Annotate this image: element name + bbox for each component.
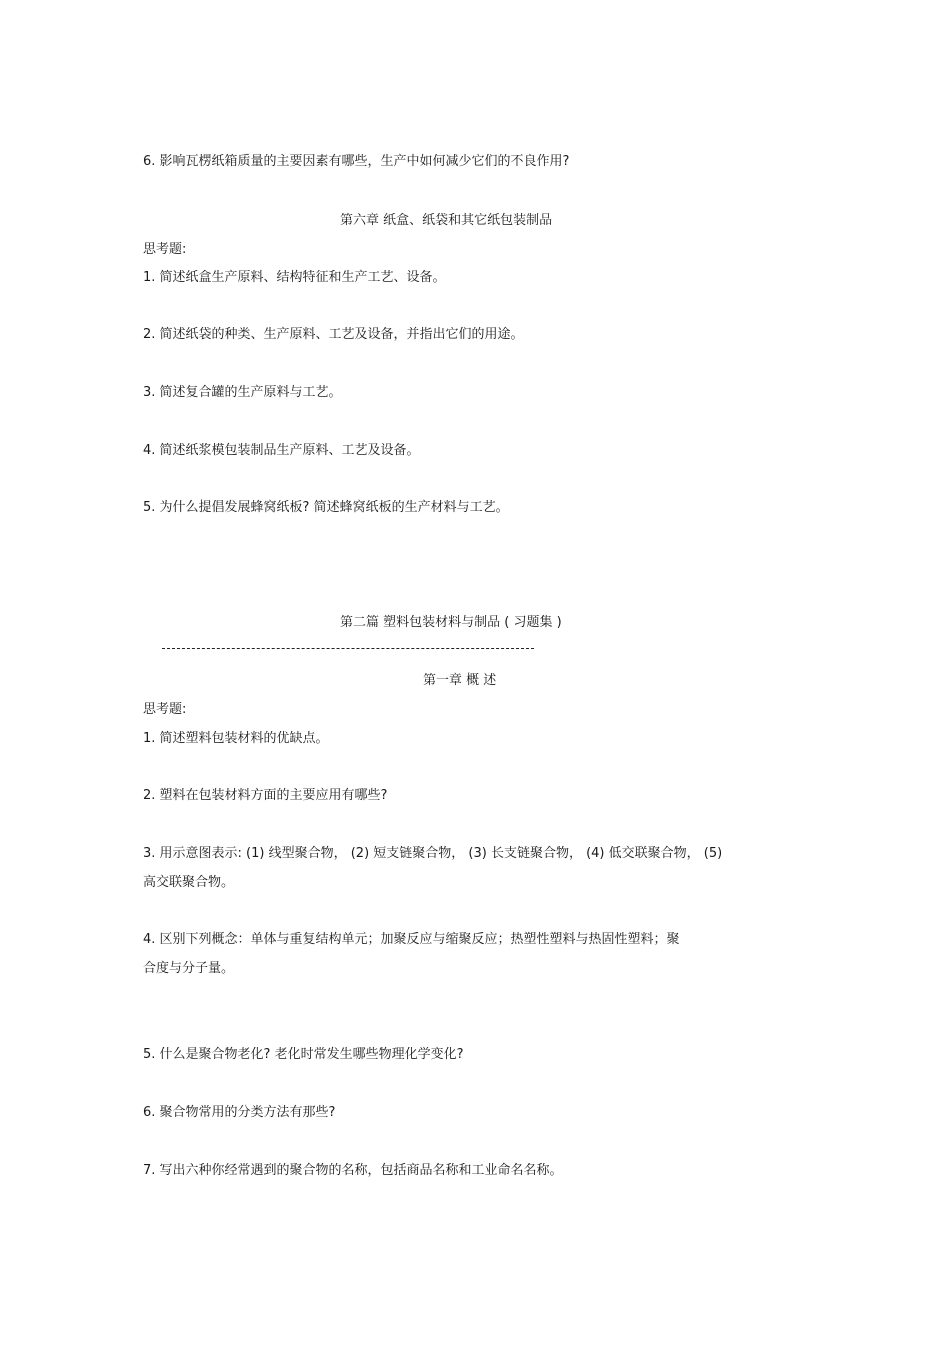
part-2-heading: 第二篇 塑料包装材料与制品 ( 习题集 )	[340, 615, 562, 630]
chapter-1-heading: 第一章 概 述	[423, 673, 497, 688]
question-6-corrugated-box: 6. 影响瓦楞纸箱质量的主要因素有哪些，生产中如何减少它们的不良作用?	[143, 154, 570, 169]
chapter-1-question-6: 6. 聚合物常用的分类方法有那些?	[143, 1105, 336, 1120]
chapter-1-question-4-line-2: 合度与分子量。	[143, 961, 235, 976]
chapter-1-question-5: 5. 什么是聚合物老化? 老化时常发生哪些物理化学变化?	[143, 1047, 464, 1062]
chapter-6-question-1: 1. 简述纸盒生产原料、结构特征和生产工艺、设备。	[143, 270, 446, 285]
chapter-1-question-3-line-1: 3. 用示意图表示: (1) 线型聚合物， (2) 短支链聚合物， (3) 长支链聚合物， (4) 低交联聚合物， (5)	[143, 846, 723, 861]
chapter-1-question-2: 2. 塑料在包装材料方面的主要应用有哪些?	[143, 788, 388, 803]
chapter-1-question-4-line-1: 4. 区别下列概念：单体与重复结构单元；加聚反应与缩聚反应；热塑性塑料与热固性塑料；聚	[143, 932, 680, 947]
chapter-6-question-4: 4. 简述纸浆模包装制品生产原料、工艺及设备。	[143, 443, 420, 458]
dashed-divider	[162, 648, 534, 649]
chapter-1-question-1: 1. 简述塑料包装材料的优缺点。	[143, 731, 329, 746]
chapter-6-prompt: 思考题:	[143, 242, 187, 257]
chapter-6-question-5: 5. 为什么提倡发展蜂窝纸板? 简述蜂窝纸板的生产材料与工艺。	[143, 500, 509, 515]
chapter-6-heading: 第六章 纸盒、纸袋和其它纸包装制品	[340, 213, 553, 228]
chapter-1-question-7: 7. 写出六种你经常遇到的聚合物的名称，包括商品名称和工业命名名称。	[143, 1163, 563, 1178]
chapter-1-prompt: 思考题:	[143, 702, 187, 717]
chapter-6-question-3: 3. 简述复合罐的生产原料与工艺。	[143, 385, 342, 400]
chapter-1-question-3-line-2: 高交联聚合物。	[143, 875, 235, 890]
chapter-6-question-2: 2. 简述纸袋的种类、生产原料、工艺及设备，并指出它们的用途。	[143, 327, 524, 342]
